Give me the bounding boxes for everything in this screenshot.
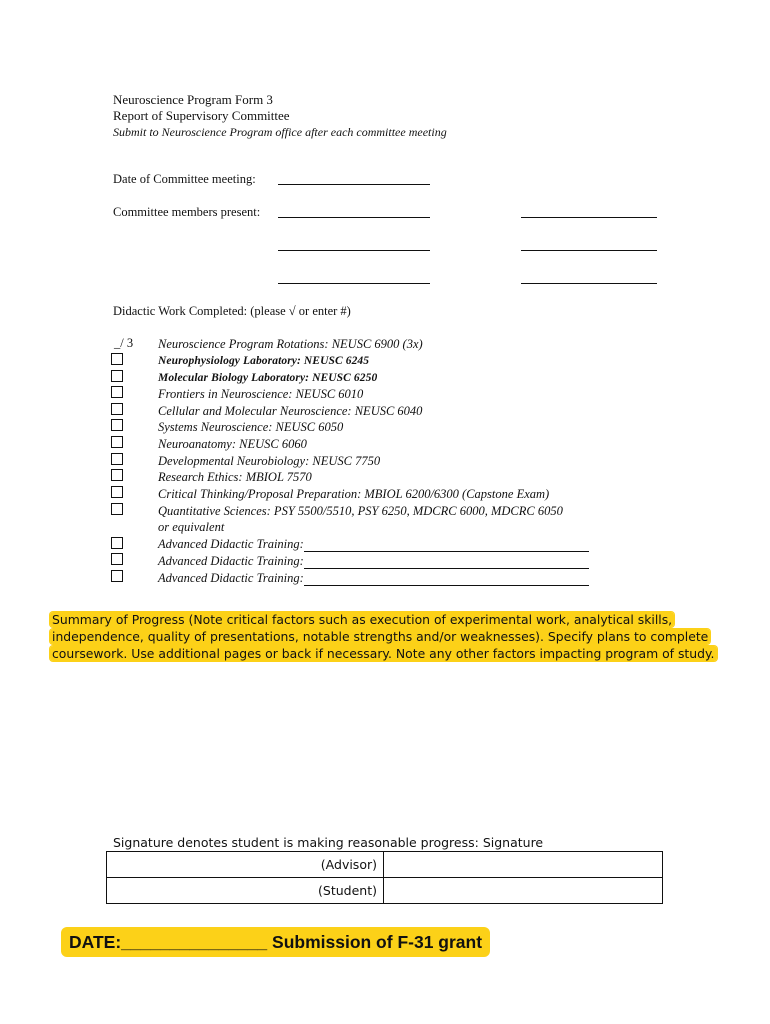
course-checkbox[interactable]: [111, 503, 123, 515]
signature-row-student: [107, 878, 663, 904]
course-item: Neurophysiology Laboratory: NEUSC 6245: [158, 355, 370, 367]
course-checkbox[interactable]: [111, 436, 123, 448]
advanced-training-label: Advanced Didactic Training:: [158, 537, 304, 551]
advanced-training-item: [158, 570, 589, 586]
advanced-training-label: Advanced Didactic Training:: [158, 554, 304, 568]
course-checkbox[interactable]: [111, 370, 123, 382]
course-checkbox[interactable]: [111, 386, 123, 398]
course-item: Neuroscience Program Rotations: NEUSC 6900 (3x): [158, 337, 423, 351]
meeting-date-field[interactable]: [278, 184, 430, 185]
summary-line: independence, quality of presentations, notable strengths and/or weaknesses). Specify plans to complete: [52, 629, 709, 644]
course-item: Systems Neuroscience: NEUSC 6050: [158, 420, 344, 434]
didactic-heading: Didactic Work Completed: (please √ or enter #): [113, 304, 351, 318]
advanced-training-label: Advanced Didactic Training:: [158, 571, 304, 585]
summary-line: Summary of Progress (Note critical factors such as execution of experimental work, analytical skills,: [52, 612, 673, 627]
form-subtitle: Report of Supervisory Committee: [113, 108, 290, 123]
form-title: Neuroscience Program Form 3: [113, 92, 273, 107]
form-instruction: Submit to Neuroscience Program office after each committee meeting: [113, 125, 447, 139]
course-item-continuation: or equivalent: [158, 520, 225, 534]
course-item: Research Ethics: MBIOL 7570: [158, 470, 312, 484]
student-label: (Student): [107, 878, 384, 904]
advanced-training-field[interactable]: [304, 539, 589, 552]
course-checkbox[interactable]: [111, 553, 123, 565]
course-checkbox[interactable]: [111, 537, 123, 549]
date-submission-banner: DATE:_______________ Submission of F-31 grant: [61, 927, 490, 957]
member-field-4[interactable]: [521, 250, 657, 251]
course-checkbox[interactable]: [111, 486, 123, 498]
advanced-training-item: [158, 536, 589, 552]
signature-row-advisor: [107, 852, 663, 878]
signature-title: Signature denotes student is making reasonable progress: Signature: [113, 835, 544, 850]
advisor-label: (Advisor): [107, 852, 384, 878]
course-item: Neuroanatomy: NEUSC 6060: [158, 437, 307, 451]
course-checkbox[interactable]: [111, 403, 123, 415]
member-field-2[interactable]: [521, 217, 657, 218]
member-field-6[interactable]: [521, 283, 657, 284]
course-checkbox[interactable]: [111, 570, 123, 582]
advanced-training-item: [158, 553, 589, 569]
course-item: Developmental Neurobiology: NEUSC 7750: [158, 454, 381, 468]
course-checkbox[interactable]: [111, 353, 123, 365]
student-signature-field[interactable]: [384, 878, 663, 904]
summary-of-progress: [50, 611, 730, 662]
course-checkbox[interactable]: [111, 453, 123, 465]
form-header: [113, 92, 447, 140]
member-field-5[interactable]: [278, 283, 430, 284]
rotations-count[interactable]: _/ 3: [114, 336, 134, 350]
advisor-signature-field[interactable]: [384, 852, 663, 878]
member-field-3[interactable]: [278, 250, 430, 251]
advanced-training-field[interactable]: [304, 556, 589, 569]
course-checkbox[interactable]: [111, 419, 123, 431]
course-checkbox[interactable]: [111, 469, 123, 481]
signature-table: [106, 851, 663, 904]
members-label: Committee members present:: [113, 205, 261, 219]
course-item: Critical Thinking/Proposal Preparation: MBIOL 6200/6300 (Capstone Exam): [158, 487, 550, 501]
course-item: Frontiers in Neuroscience: NEUSC 6010: [158, 387, 364, 401]
summary-line: coursework. Use additional pages or back if necessary. Note any other factors impacting program of study.: [52, 646, 715, 661]
advanced-training-field[interactable]: [304, 573, 589, 586]
course-item: Quantitative Sciences: PSY 5500/5510, PSY 6250, MDCRC 6000, MDCRC 6050: [158, 504, 563, 518]
course-item: Molecular Biology Laboratory: NEUSC 6250: [158, 372, 378, 384]
member-field-1[interactable]: [278, 217, 430, 218]
meeting-date-label: Date of Committee meeting:: [113, 172, 256, 186]
course-item: Cellular and Molecular Neuroscience: NEUSC 6040: [158, 404, 423, 418]
